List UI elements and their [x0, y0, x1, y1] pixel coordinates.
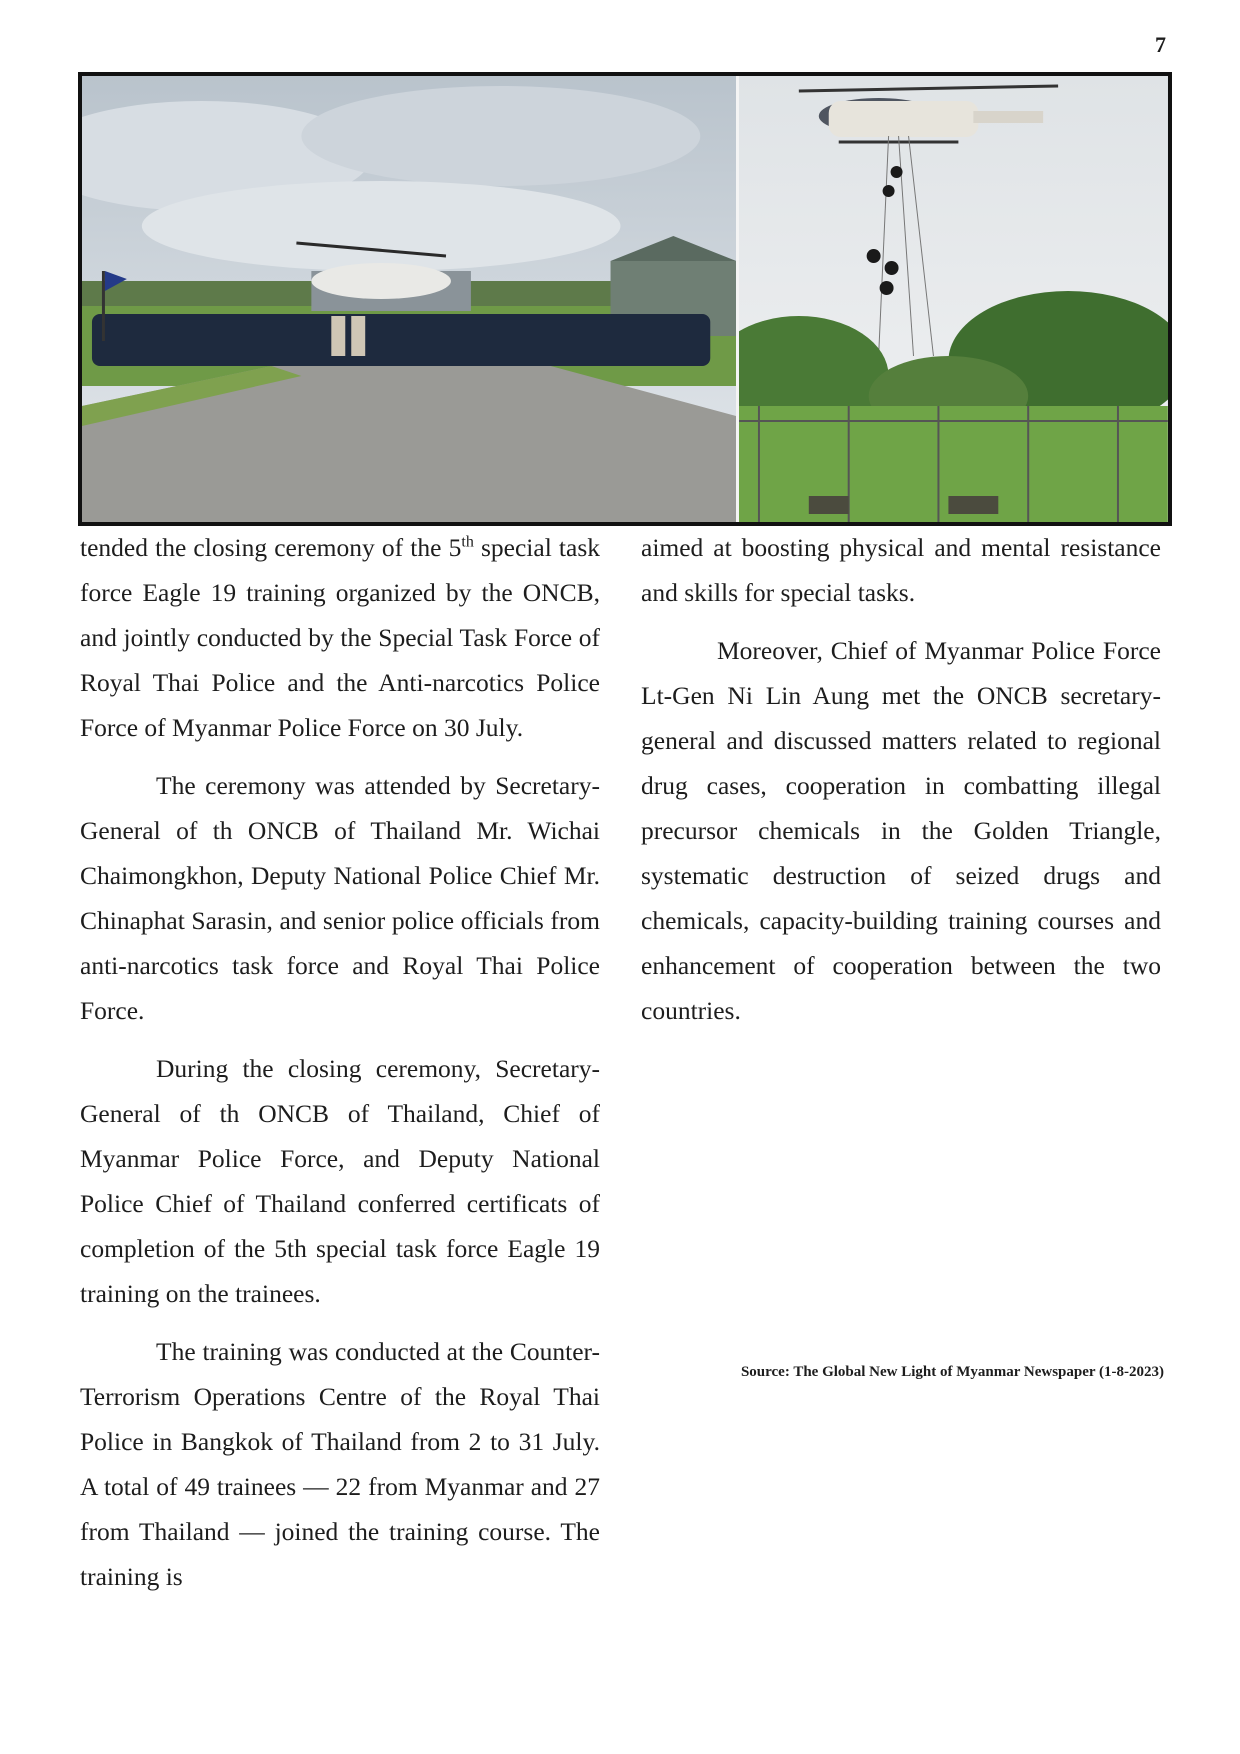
paragraph-1-text-continued: special task force Eagle 19 training organized by the ONCB, and jointly conducted by the Special Task Force of Royal Thai Police and the Anti-narcotics Police Force of Myanmar Police Force on 30 July.	[80, 533, 601, 742]
rappelling-photo-image	[739, 76, 1168, 522]
article-right-column	[641, 525, 1161, 1046]
photo-strip	[78, 72, 1172, 526]
paragraph-6: Moreover, Chief of Myanmar Police Force Lt-Gen Ni Lin Aung met the ONCB secretary-general and discussed matters related to regional drug cases, cooperation in combatting illegal precursor chemicals in the Golden Triangle, systematic destruction of seized drugs and chemicals, capacity-building training courses and enhancement of cooperation between the two countries.	[641, 636, 1161, 1025]
paragraph-3: During the closing ceremony, Secretary-General of th ONCB of Thailand, Chief of Myanmar Police Force, and Deputy National Police Chief of Thailand conferred certificats of completion of the 5th special task force Eagle 19 training on the trainees.	[80, 1054, 600, 1308]
page-number: 7	[1155, 32, 1166, 57]
ordinal-superscript: th	[461, 533, 474, 551]
group-photo	[82, 76, 736, 522]
paragraph-1-text: tended the closing ceremony of the 5	[80, 533, 462, 562]
group-photo-image	[82, 76, 736, 522]
rappelling-photo	[736, 76, 1168, 522]
article-left-column	[80, 525, 600, 1612]
source-credit: Source: The Global New Light of Myanmar Newspaper (1-8-2023)	[740, 1364, 1164, 1380]
paragraph-4: The training was conducted at the Counter-Terrorism Operations Centre of the Royal Thai Police in Bangkok of Thailand from 2 to 31 July. A total of 49 trainees — 22 from Myanmar and 27 from Thailand — joined the training course. The training is	[80, 1337, 600, 1591]
paragraph-2: The ceremony was attended by Secretary-General of th ONCB of Thailand Mr. Wichai Chaimongkhon, Deputy National Police Chief Mr. Chinaphat Sarasin, and senior police officials from anti-narcotics task force and Royal Thai Police Force.	[80, 771, 600, 1025]
paragraph-5: aimed at boosting physical and mental resistance and skills for special tasks.	[641, 533, 1161, 607]
paragraph-1	[80, 525, 600, 750]
